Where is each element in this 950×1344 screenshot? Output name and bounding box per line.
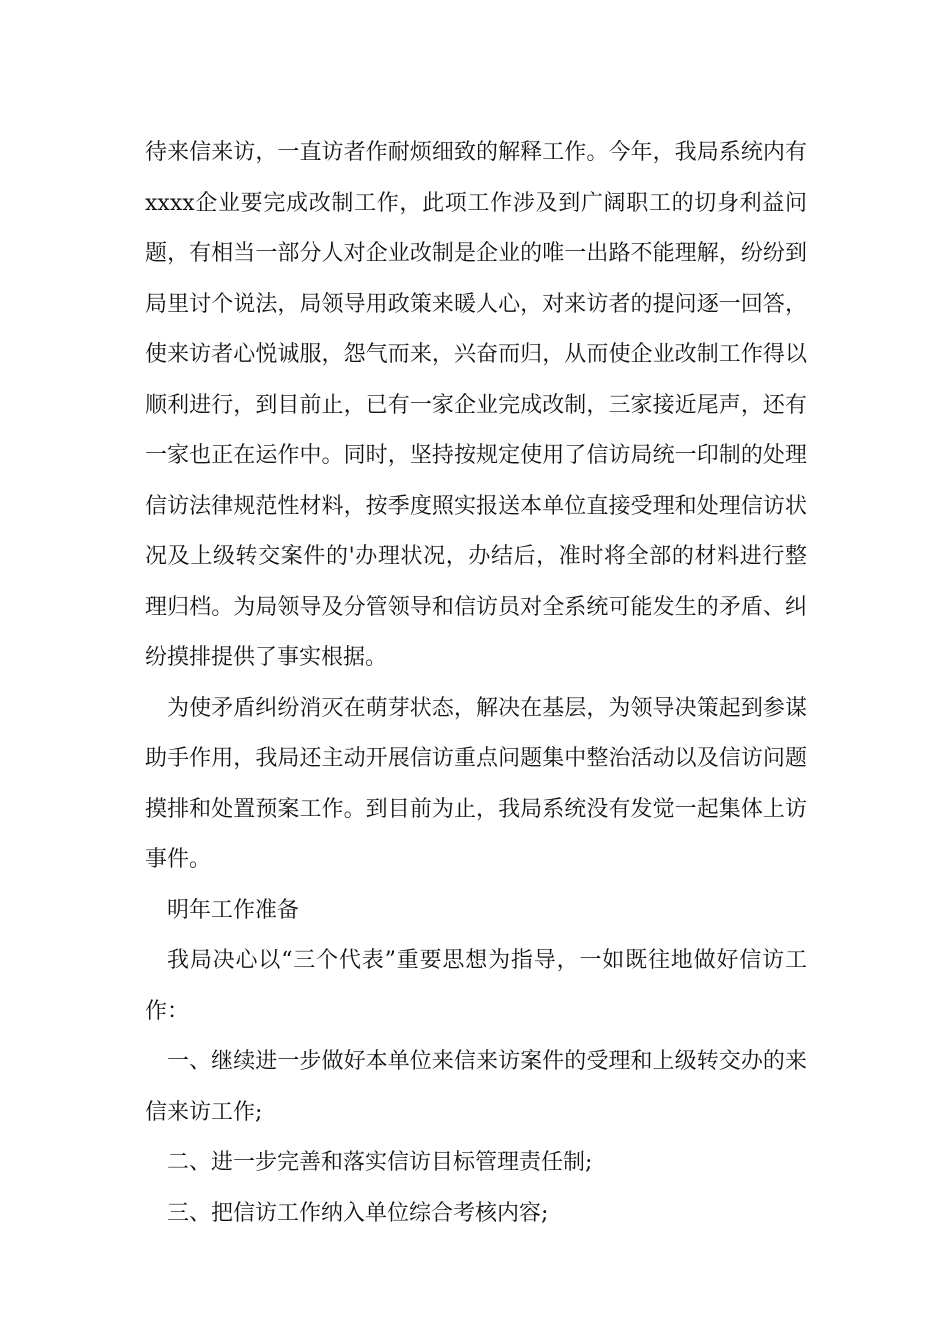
paragraph-dispute-prevention: 为使矛盾纠纷消灭在萌芽状态，解决在基层，为领导决策起到参谋助手作用，我局还主动开展信访重点问题集中整治活动以及信访问题摸排和处置预案工作。到目前为止，我局系统没有发觉一起集体上访事件。 bbox=[145, 695, 807, 872]
list-item-1: 一、继续进一步做好本单位来信来访案件的受理和上级转交办的来信来访工作; bbox=[145, 1049, 807, 1125]
list-item-3: 三、把信访工作纳入单位综合考核内容; bbox=[167, 1200, 549, 1226]
list-item-2: 二、进一步完善和落实信访目标管理责任制; bbox=[167, 1150, 593, 1175]
document-page bbox=[145, 128, 807, 1239]
paragraph-complaint-handling: 待来信来访，一直访者作耐烦细致的解释工作。今年，我局系统内有xxxx企业要完成改制工作，此项工作涉及到广阔职工的切身利益问题，有相当一部分人对企业改制是企业的唯一出路不能理解，纷纷到局里讨个说法，局领导用政策来暖人心，对来访者的提问逐一回答，使来访者心悦诚服，怨气而来，兴奋而归，从而使企业改制工作得以顺利进行，到目前止，已有一家企业完成改制，三家接近尾声，还有一家也正在运作中。同时，坚持按规定使用了信访局统一印制的处理信访法律规范性材料，按季度照实报送本单位直接受理和处理信访状况及上级转交案件的'办理状况，办结后，准时将全部的材料进行整理归档。为局领导及分管领导和信访员对全系统可能发生的矛盾、纠纷摸排提供了事实根据。 bbox=[145, 140, 807, 670]
section-heading-next-year: 明年工作准备 bbox=[167, 897, 300, 923]
paragraph-resolution: 我局决心以“三个代表”重要思想为指导，一如既往地做好信访工作： bbox=[145, 948, 807, 1024]
